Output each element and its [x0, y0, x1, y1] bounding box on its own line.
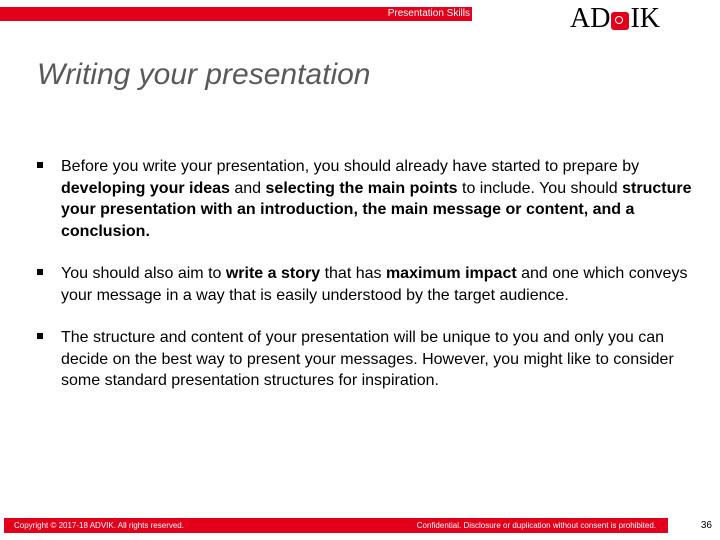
bullet-text — [61, 158, 692, 240]
bullet-item — [36, 263, 696, 306]
advik-logo — [570, 2, 660, 36]
section-label: Presentation Skills — [387, 8, 470, 19]
header-bar — [0, 7, 472, 21]
text-run-bold: developing your ideas — [61, 179, 230, 197]
bullet-square-icon — [37, 333, 43, 339]
text-run: You should also aim to — [61, 265, 226, 282]
logo-text-left: AD — [570, 3, 611, 34]
logo-text-right: IK — [630, 3, 660, 34]
logo-mark-icon — [611, 12, 629, 30]
bullet-item — [36, 327, 696, 392]
bullet-item — [36, 156, 696, 242]
page-number: 36 — [700, 520, 712, 531]
text-run: and — [229, 179, 266, 197]
text-run: that has — [320, 265, 386, 282]
text-run-bold: structure your presentation with an introduction, the main message or content, and a conclusion. — [61, 179, 692, 240]
bullet-square-icon — [37, 162, 43, 168]
text-run-bold: selecting the main points — [265, 179, 458, 197]
text-run: Before you write your presentation, you should already have started to prepare by — [61, 158, 640, 175]
text-run: and one which conveys your message in a way that is easily understood by the target audience. — [61, 265, 688, 304]
text-run: The structure and content of your presentation will be unique to you and only you can decide on the best way to present your messages. However, you might like to consider some standard presentation structures for inspiration. — [61, 329, 674, 389]
bullet-text — [61, 265, 687, 304]
slide-title: Writing your presentation — [37, 58, 371, 91]
bullet-text — [61, 329, 674, 389]
bullet-square-icon — [37, 269, 43, 275]
footer-bar — [4, 518, 668, 533]
text-run-bold: write a story — [225, 265, 321, 282]
footer-copyright: Copyright © 2017-18 ADVIK. All rights reserved. — [14, 521, 184, 530]
footer-confidential: Confidential. Disclosure or duplication without consent is prohibited. — [416, 521, 656, 530]
bullet-list — [36, 156, 696, 413]
text-run: to include. You should — [457, 179, 623, 197]
text-run-bold: maximum impact — [385, 265, 517, 282]
